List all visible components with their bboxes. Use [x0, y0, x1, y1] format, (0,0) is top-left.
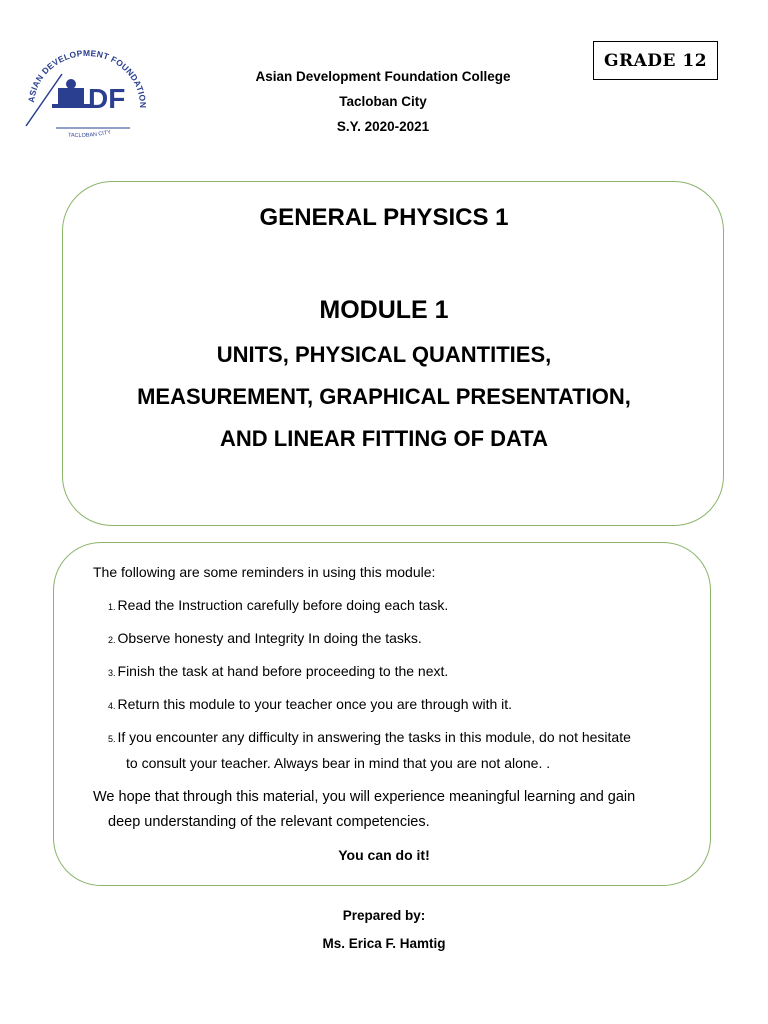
reminder-text: Finish the task at hand before proceeding to the next. — [117, 663, 449, 679]
prepared-by-label: Prepared by: — [342, 908, 426, 923]
school-name: Asian Development Foundation College — [255, 69, 511, 84]
closing-line-1: We hope that through this material, you will experience meaningful learning and gain — [93, 789, 636, 805]
module-title: MODULE 1 — [319, 296, 449, 324]
reminders-box — [53, 542, 711, 886]
school-city: Tacloban City — [339, 94, 427, 109]
reminder-number: 5. — [108, 734, 116, 744]
adf-seal-icon — [22, 44, 152, 144]
topic-line-3: AND LINEAR FITTING OF DATA — [220, 426, 548, 451]
logo-bottom-text: TACLOBAN CITY — [67, 129, 112, 139]
topic-line-1: UNITS, PHYSICAL QUANTITIES, — [216, 342, 552, 367]
closing-line-2: deep understanding of the relevant competencies. — [108, 814, 430, 830]
college-logo — [22, 44, 152, 144]
subject-title: GENERAL PHYSICS 1 — [259, 204, 509, 231]
reminder-item — [108, 729, 631, 745]
grade-badge: GRADE 12 — [593, 41, 718, 80]
svg-text:ASIAN DEVELOPMENT FOUNDATION C — [22, 44, 148, 108]
logo-arc-text: ASIAN DEVELOPMENT FOUNDATION — [26, 47, 149, 109]
school-year: S.Y. 2020-2021 — [336, 119, 430, 134]
reminder-text: Observe honesty and Integrity In doing the tasks. — [117, 630, 422, 646]
reminder-text: If you encounter any difficulty in answering the tasks in this module, do not hesitate — [117, 729, 631, 745]
reminder-number: 1. — [108, 602, 116, 612]
topic-line-2: MEASUREMENT, GRAPHICAL PRESENTATION, — [137, 384, 631, 409]
reminder-item — [108, 663, 448, 679]
reminder-item — [108, 696, 512, 712]
reminder-number: 4. — [108, 701, 116, 711]
reminder-number: 2. — [108, 635, 116, 645]
reminder-item — [108, 597, 448, 613]
svg-text:TACLOBAN CITY — [68, 129, 112, 138]
reminders-intro: The following are some reminders in using this module: — [93, 564, 436, 580]
reminder-continuation: to consult your teacher. Always bear in mind that you are not alone. . — [126, 755, 551, 771]
author-name: Ms. Erica F. Hamtig — [322, 936, 446, 951]
logo-initials: DF — [88, 83, 126, 114]
reminder-text: Read the Instruction carefully before doing each task. — [117, 597, 449, 613]
reminder-text: Return this module to your teacher once you are through with it. — [117, 696, 513, 712]
encouragement-text: You can do it! — [338, 847, 430, 863]
reminder-number: 3. — [108, 668, 116, 678]
reminder-item — [108, 630, 422, 646]
